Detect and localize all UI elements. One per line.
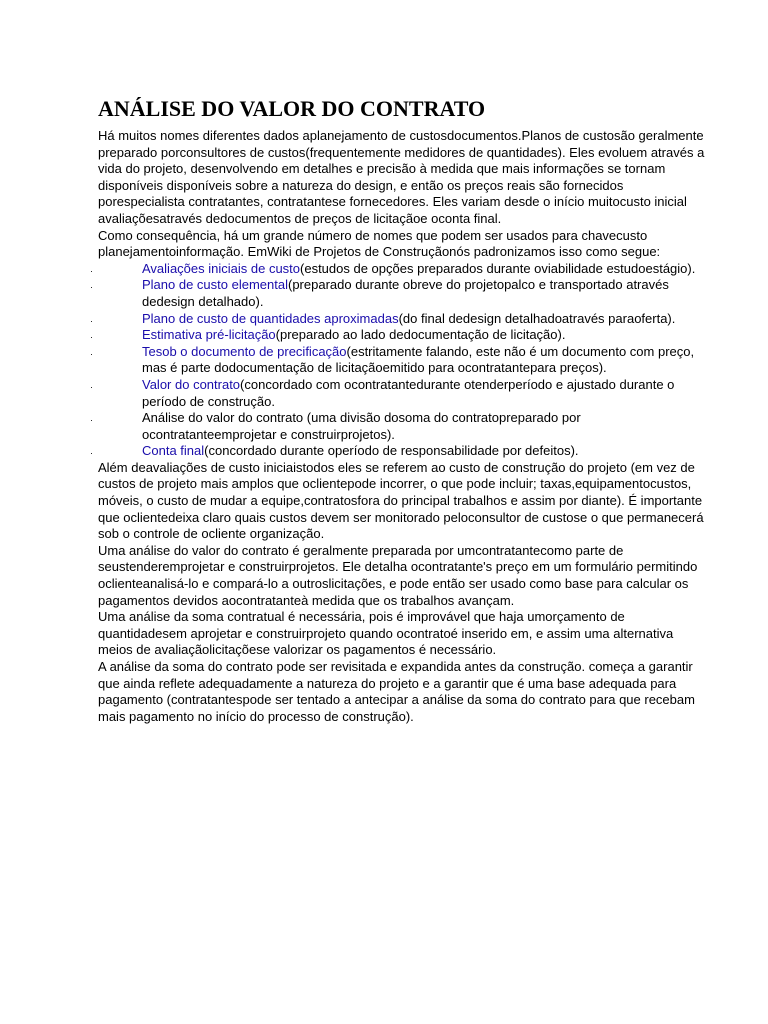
list-item-text: (concordado durante operíodo de responsabilidade por defeitos). [204,443,579,459]
bullet-icon: · [90,381,93,392]
body-paragraph-4: A análise da soma do contrato pode ser revisitada e expandida antes da construção. começa a garantir que ainda reflete adequadamente a natureza do projeto e a garantir que é uma base adequada para pagamento (contratantespode ser tentado a antecipar a análise da soma do contrato para que recebam mais pagamento no início do processo de construção). [98,659,695,724]
list-item-text: Análise do valor do contrato (uma divisão dosoma do contratopreparado por ocontratanteemprojetar e construirprojetos). [142,410,581,442]
list-item-link[interactable]: Avaliações iniciais de custo [142,260,301,276]
bullet-icon: · [90,282,93,293]
cost-document-list [90,260,708,460]
list-item-text: (concordado com ocontratantedurante otenderperíodo e ajustado durante o período de construção. [142,376,675,409]
bullet-icon: · [90,332,93,343]
document-page [90,96,708,725]
list-item-link[interactable]: Plano de custo elemental [142,277,288,293]
body-paragraph-2: Uma análise do valor do contrato é geralmente preparada por umcontratantecomo parte de seustenderemprojetar e construirprojetos. Ele detalha ocontratante's preço em um formulário permitindo oclienteanalisá-lo e compará-lo a outroslicitações, e pode então ser usado como base para calcular os pagamentos devidos aocontratanteà medida que os trabalhos avançam. [98,542,698,608]
bullet-icon: · [90,265,93,276]
bullet-icon: · [90,415,93,426]
intro-paragraph: Há muitos nomes diferentes dados aplanejamento de custosdocumentos.Planos de custosão geralmente preparado porconsultores de custos(frequentemente medidores de quantidades). Eles evoluem através a vida do projeto, desenvolvendo em detalhes e precisão à medida que mais informações se tornam disponíveis disponíveis sobre a natureza do design, e então os preços reais são fornecidos porespecialista contratantes, contratantese fornecedores. Eles variam desde o início muitocusto inicial avaliaçõesatravés dedocumentos de preços de licitaçãoe oconta final. [98,128,705,226]
bullet-icon: · [90,348,93,359]
list-item-link[interactable]: Valor do contrato [142,376,241,392]
list-item-link[interactable]: Conta final [142,443,205,459]
list-item-text: (preparado durante obreve do projetopalco e transportado através dedesign detalhado). [142,277,669,309]
list-item-link[interactable]: Tesob o documento de precificação [142,343,347,359]
list-item-text: (estudos de opções preparados durante oviabilidade estudoestágio). [300,260,696,276]
list-item [90,310,708,328]
list-item [90,277,708,310]
list-item [90,327,708,344]
body-paragraph-1: Além deavaliações de custo iniciaistodos eles se referem ao custo de construção do projeto (em vez de custos de projeto mais amplos que oclientepode incorrer, o que pode incluir; taxas,equipamentocustos, móveis, o custo de mudar a equipe,contratosfora do principal trabalhos e assim por diante). É importante que oclientedeixa claro quais custos devem ser monitorado peloconsultor de custose o que permanecerá sob o controle de ocliente organização. [98,459,704,542]
list-item-link[interactable]: Estimativa pré-licitação [142,327,276,343]
list-item-text: (estritamente falando, este não é um documento com preço, mas é parte dodocumentação de licitaçãoemitido para ocontratantepara preços). [142,343,695,376]
list-item-text: (do final dedesign detalhadoatravés paraoferta). [398,310,676,326]
intro-paragraph-2: Como consequência, há um grande número de nomes que podem ser usados para chavecusto planejamentoinformação. EmWiki de Projetos de Construçãonós padronizamos isso como segue: [98,227,661,260]
list-item [90,376,708,410]
list-item-text: (preparado ao lado dedocumentação de licitação). [275,327,566,343]
body-paragraph-3: Uma análise da soma contratual é necessária, pois é improvável que haja umorçamento de quantidadesem aprojetar e construirprojeto quando ocontratoé inserido em, e assim uma alternativa meios de avaliaçãolicitaçõese valorizar os pagamentos é necessário. [98,609,674,658]
list-item [90,343,708,377]
list-item-link[interactable]: Plano de custo de quantidades aproximadas [142,310,399,326]
list-item [90,260,708,278]
page-title: ANÁLISE DO VALOR DO CONTRATO [98,96,486,121]
bullet-icon: · [90,448,93,459]
list-item [90,443,708,460]
list-item [90,410,708,443]
bullet-icon: · [90,315,93,326]
